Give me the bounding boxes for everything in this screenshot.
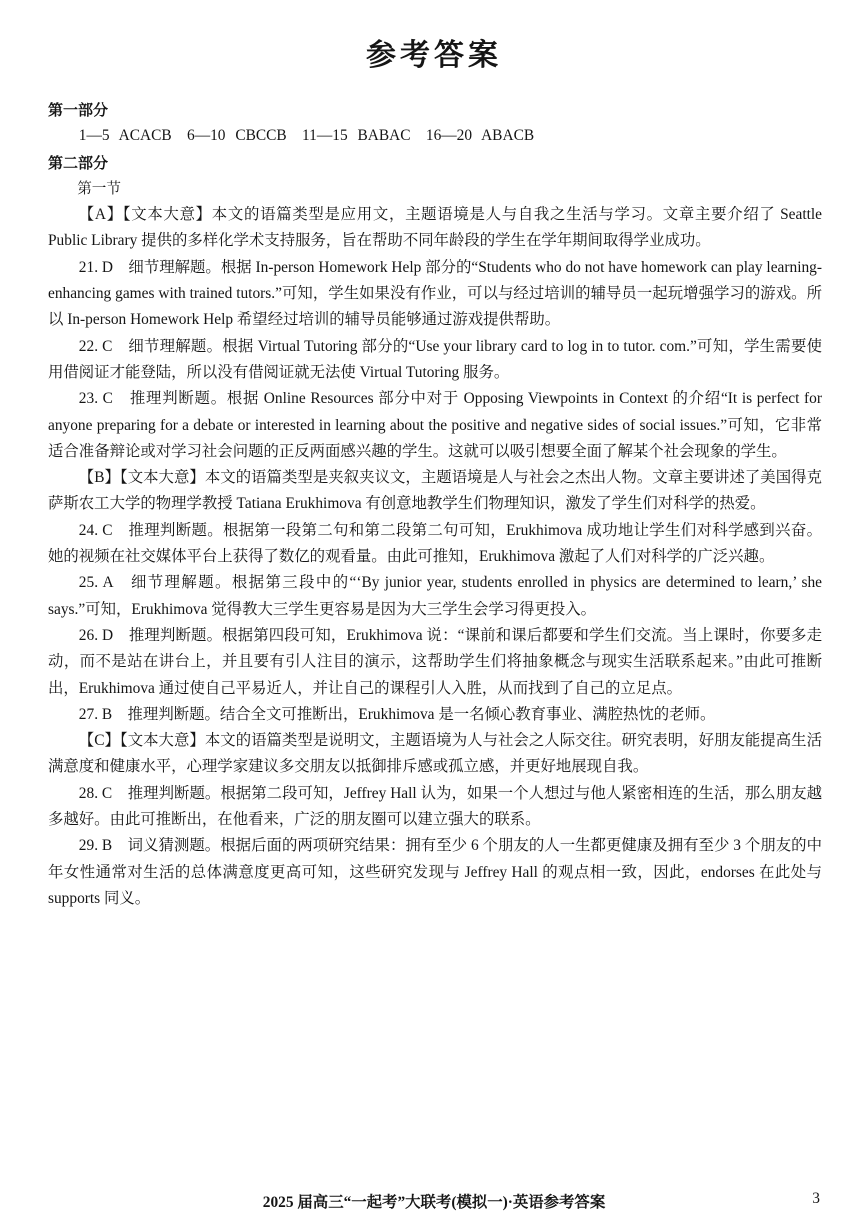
answer-explanation-22: 22. C 细节理解题。根据 Virtual Tutoring 部分的“Use your library card to log in to tutor. com.”可知，学生需要使用借阅证才能登陆，所以没有借阅证就无法使 Virtual Tutoring 服务。 [48, 337, 822, 381]
answer-content [48, 97, 822, 912]
section-heading-part-one: 第一部分 [48, 101, 109, 119]
answer-explanation-23: 23. C 推理判断题。根据 Online Resources 部分中对于 Opposing Viewpoints in Context 的介绍“It is perfect for anyone preparing for a debate or interested in learning about the positive and negative sides of social issues.”可知，它非常适合准备辩论或对学习社会问题的正反两面感兴趣的学生。这就可以吸引想要全面了解某个社会现象的学生。 [48, 390, 822, 460]
passage-a-summary: 【A】【文本大意】本文的语篇类型是应用文，主题语境是人与自我之生活与学习。文章主要介绍了 Seattle Public Library 提供的多样化学术支持服务，旨在帮助不同年龄段的学生在学年期间取得学业成功。 [48, 206, 822, 250]
answer-keys-part-one: 1—5 ACACB 6—10 CBCCB 11—15 BABAC 16—20 ABACB [78, 127, 535, 145]
section-heading-part-two: 第二部分 [48, 153, 109, 172]
answer-explanation-25: 25. A 细节理解题。根据第三段中的“‘By junior year, students enrolled in physics are determined to learn,’ she says.”可知，Erukhimova 觉得教大三学生更容易是因为大三学生会学习得更投入。 [48, 574, 822, 618]
subsection-heading: 第一节 [77, 179, 121, 197]
answer-explanation-29: 29. B 词义猜测题。根据后面的两项研究结果：拥有至少 6 个朋友的人一生都更健康及拥有至少 3 个朋友的中年女性通常对生活的总体满意度更高可知，这些研究发现与 Jeffrey Hall 的观点相一致，因此，endorses 在此处与 supports 同义。 [48, 837, 822, 907]
page-footer [0, 1190, 868, 1216]
passage-c-summary: 【C】【文本大意】本文的语篇类型是说明文，主题语境为人与社会之人际交往。研究表明，好朋友能提高生活满意度和健康水平，心理学家建议多交朋友以抵御排斥感或孤立感，并更好地展现自我。 [48, 732, 822, 776]
footer-title: 2025 届高三“一起考”大联考(模拟一)·英语参考答案 [262, 1194, 606, 1211]
page-number: 3 [812, 1190, 820, 1207]
answer-explanation-28: 28. C 推理判断题。根据第二段可知，Jeffrey Hall 认为，如果一个人想过与他人紧密相连的生活，那么朋友越多越好。由此可推断出，在他看来，广泛的朋友圈可以建立强大的联系。 [48, 784, 822, 829]
page-title: 参考答案 [366, 38, 502, 73]
answer-explanation-24: 24. C 推理判断题。根据第一段第二句和第二段第二句可知，Erukhimova 成功地让学生们对科学感到兴奋。她的视频在社交媒体平台上获得了数亿的观看量。由此可推知，Erukhimova 激起了人们对科学的广泛兴趣。 [48, 521, 822, 566]
answer-explanation-26: 26. D 推理判断题。根据第四段可知，Erukhimova 说：“课前和课后都要和学生们交流。当上课时，你要多走动，而不是站在讲台上，并且要有引人注目的演示，这帮助学生们将抽象概念与现实生活联系起来。”由此可推断出，Erukhimova 通过使自己平易近人，并让自己的课程引人入胜，从而找到了自己的立足点。 [48, 626, 822, 697]
answer-explanation-21: 21. D 细节理解题。根据 In-person Homework Help 部分的“Students who do not have homework can play learning-enhancing games with trained tutors.”可知，学生如果没有作业，可以与经过培训的辅导员一起玩增强学习的游戏。所以 In-person Homework Help 希望经过培训的辅导员能够通过游戏提供帮助。 [48, 258, 822, 329]
passage-b-summary: 【B】【文本大意】本文的语篇类型是夹叙夹议文，主题语境是人与社会之杰出人物。文章主要讲述了美国得克萨斯农工大学的物理学教授 Tatiana Erukhimova 有创意地教学生们物理知识，激发了学生们对科学的热爱。 [48, 469, 822, 513]
answer-explanation-27: 27. B 推理判断题。结合全文可推断出，Erukhimova 是一名倾心教育事业、满腔热忱的老师。 [78, 705, 716, 723]
